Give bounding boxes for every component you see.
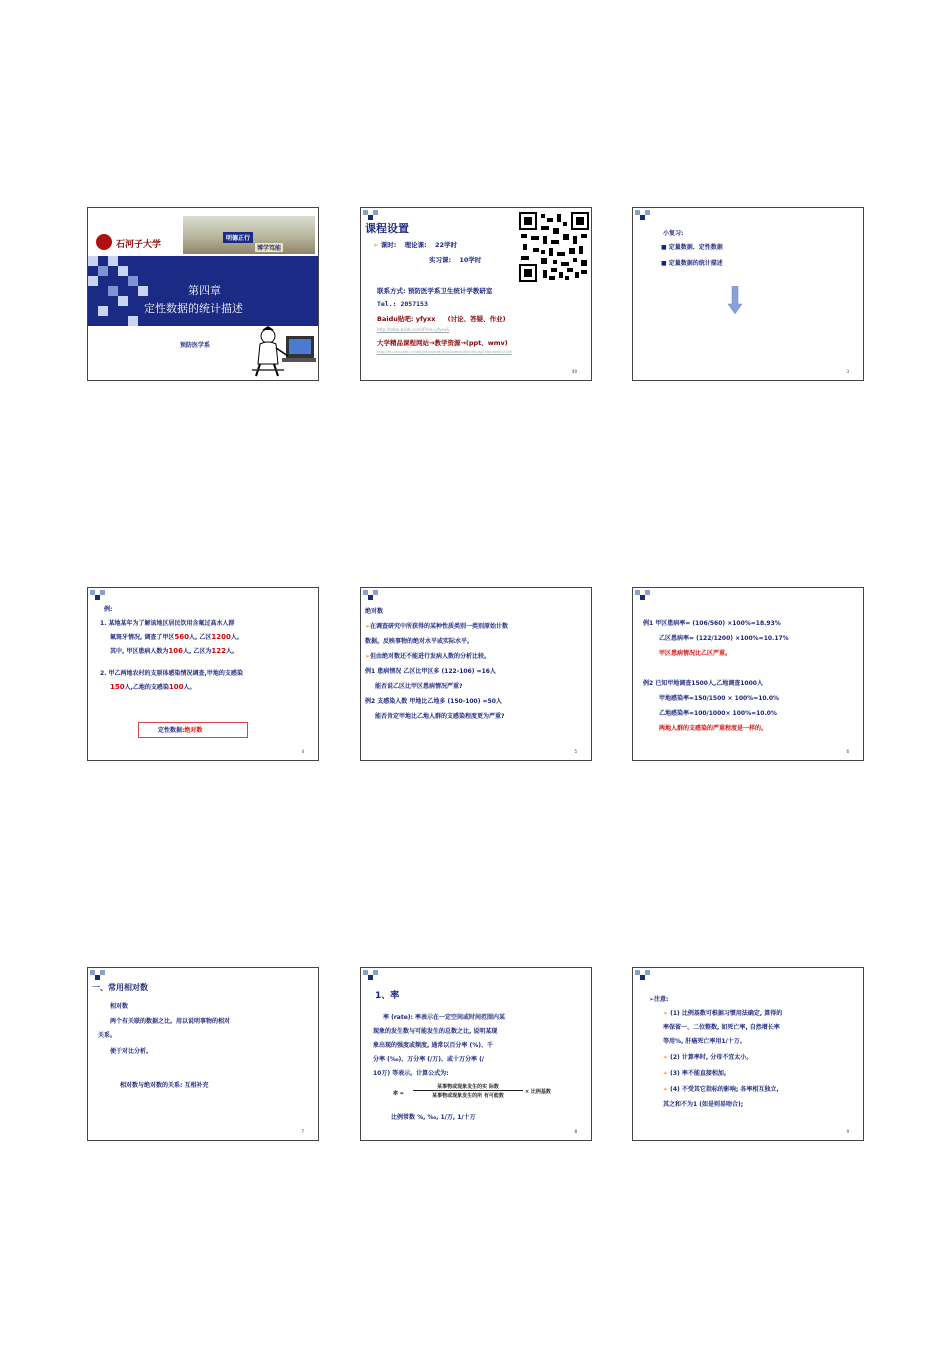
rate-line-4: 例2 已知甲地调查1500人,乙地调查1000人 <box>643 680 763 687</box>
review-item-2: ■ 定量数据的统计描述 <box>661 260 723 267</box>
bullet-arrow-icon: ➢ <box>663 1070 671 1077</box>
note-4-line-1: ➢ (4) 不受其它指标的影响; 各率相互独立, <box>663 1086 779 1093</box>
rate-def-5: 10万) 等表示。计算公式为: <box>373 1070 449 1077</box>
review-item-1: ■ 定量数据、定性数据 <box>661 244 723 251</box>
rate-line-2: 乙区患病率= (122/1200) ×100%=10.17% <box>659 635 789 642</box>
rate-def-1: 率 (rate): 率表示在一定空间或时间范围内某 <box>383 1014 506 1021</box>
count-jia-infected: 150 <box>110 683 125 691</box>
decor-square <box>98 266 108 276</box>
corner-decoration <box>90 590 112 602</box>
slide-1-title <box>87 207 319 381</box>
slide-number: 7 <box>301 1129 304 1134</box>
slide-9-notes <box>632 967 864 1141</box>
motto-tag-2: 博学笃能 <box>257 245 282 252</box>
rate-conclusion-1: 甲区患病情况比乙区严重。 <box>659 650 732 657</box>
decor-square <box>138 286 148 296</box>
rate-def-3: 象出现的强度或频度, 通常以百分率 (%)、千 <box>373 1042 493 1049</box>
student-at-computer-illustration <box>248 326 318 378</box>
bullet-arrow-icon: ➢ <box>663 1010 671 1017</box>
rate-line-1: 例1 甲区患病率= (106/560) ×100%=18.93% <box>643 620 781 627</box>
department-name: 预防医学系 <box>180 342 211 349</box>
slide-4-example <box>87 587 319 761</box>
hours-row-1 <box>373 240 457 249</box>
note-2: ➢ (2) 计算率时, 分母不宜太小。 <box>663 1054 753 1061</box>
course-link[interactable]: http://esl.shzu.edu.cn/aol/jpk/course/layout/default/index.jsp?courseId=2156 <box>377 350 512 354</box>
baidu-label: Baidu贴吧: yfyxx <box>377 315 436 323</box>
count-yi-infected: 100 <box>168 683 184 691</box>
limitation-line: ➢但由绝对数还不能进行发病人数的分析比较。 <box>365 653 491 660</box>
example-2-calc: 例2 支感染人数 甲地比乙地多 (150-100) =50人 <box>365 698 502 705</box>
example-label: 例: <box>104 606 113 613</box>
definition-line-2: 数据。反映事物的绝对水平或实际水平。 <box>365 638 474 645</box>
count-yi-surveyed: 1200 <box>211 633 231 641</box>
practice-hours: 10学时 <box>459 256 482 264</box>
formula-rhs: × 比例基数 <box>525 1089 551 1095</box>
slide-number: 3 <box>846 369 849 374</box>
slide-number: 40 <box>571 369 577 374</box>
corner-decoration <box>363 590 385 602</box>
chapter-title: 定性数据的统计描述 <box>144 302 243 315</box>
definition-line-3: 便于对比分析。 <box>110 1048 153 1055</box>
example-2-question: 能否肯定甲地比乙地人群的支感染程度更为严重? <box>375 713 505 720</box>
example-1-line-1: 1. 某地某年为了解该地区居民饮用含氟过高水人群 <box>100 620 235 627</box>
rate-def-4: 分率 (‰)、万分率 (/万)、或十万分率 (/ <box>373 1056 485 1063</box>
decor-square <box>128 276 138 286</box>
qualitative-data-label: 定性数据:绝对数 <box>158 727 203 734</box>
motto-tag-1: 明德正行 <box>223 232 253 243</box>
hours-row-2 <box>429 255 481 264</box>
rate-conclusion-2: 两地人群的支感染的严重程度是一样的。 <box>659 725 768 732</box>
example-1-line-3: 其中, 甲区患病人数为106人, 乙区为122人。 <box>110 647 239 655</box>
example-1-calc: 例1 患病情况 乙区比甲区多 (122-106) =16人 <box>365 668 496 675</box>
down-arrow-icon <box>728 286 742 314</box>
corner-decoration <box>635 970 657 982</box>
formula-denominator: 某事物或现象发生的所 有可能数 <box>432 1093 504 1099</box>
note-1-line-3: 等用%, 肝癌死亡率用1/十万。 <box>663 1038 746 1045</box>
rate-line-6: 乙地感染率=100/1000× 100%=10.0% <box>659 710 777 717</box>
decor-square <box>118 266 128 276</box>
baidu-tieba-row <box>377 314 506 323</box>
definition-line-1: 两个有关联的数据之比。用以说明事物的相对 <box>110 1018 231 1025</box>
absolute-number-heading: 绝对数 <box>365 608 384 615</box>
slide-2-course-setup <box>360 207 592 381</box>
square-bullet-icon: ■ <box>661 244 669 251</box>
slide-3-review <box>632 207 864 381</box>
corner-decoration <box>90 970 112 982</box>
slide-6-rate-calculation <box>632 587 864 761</box>
slide-number: 4 <box>301 749 304 754</box>
rate-line-5: 甲地感染率=150/1500 × 100%=10.0% <box>659 695 780 702</box>
count-jia-surveyed: 560 <box>174 633 189 641</box>
example-1-question: 能否说乙区比甲区患病情况严重? <box>375 683 463 690</box>
slide-5-absolute-number <box>360 587 592 761</box>
decor-square <box>108 256 118 266</box>
note-1-line-2: 率保留一、二位整数, 如死亡率, 自然增长率 <box>663 1024 780 1031</box>
note-3: ➢ (3) 率不能直接相加。 <box>663 1070 730 1077</box>
bullet-arrow-icon: ➢ <box>365 653 371 660</box>
relationship-line: 相对数与绝对数的关系: 互相补充 <box>120 1082 209 1089</box>
formula-fraction-bar <box>413 1090 523 1091</box>
example-1-line-2: 氟斑牙情况, 调查了甲区560人, 乙区1200人。 <box>110 633 243 641</box>
telephone: Tel.: 2057153 <box>377 300 428 308</box>
bullet-arrow-icon: ➢ <box>365 623 371 630</box>
slide-number: 9 <box>846 1129 849 1134</box>
slide-7-relative-numbers <box>87 967 319 1141</box>
note-heading: ➢注意: <box>649 996 669 1003</box>
contact-info: 联系方式: 预防医学系卫生统计学教研室 <box>377 287 493 295</box>
bullet-arrow-icon: ➢ <box>373 241 379 249</box>
decor-square <box>98 306 108 316</box>
bullet-arrow-icon: ➢ <box>663 1086 671 1093</box>
baidu-link[interactable]: http://tieba.baidu.com/f?kw=yfyxx& <box>377 327 450 332</box>
count-yi-cases: 122 <box>211 647 226 655</box>
corner-decoration <box>635 210 657 222</box>
formula-lhs: 率 = <box>393 1091 404 1097</box>
theory-hours: 22学时 <box>434 241 458 249</box>
bullet-arrow-icon: ➢ <box>663 1054 671 1061</box>
slide-8-rate-definition <box>360 967 592 1141</box>
count-jia-cases: 106 <box>168 647 183 655</box>
decor-square <box>128 316 138 326</box>
campus-photo <box>183 216 315 254</box>
section-heading: 一、常用相对数 <box>92 983 148 992</box>
theory-label: 理论课: <box>404 241 427 249</box>
rate-def-2: 现象的发生数与可能发生的总数之比, 说明某现 <box>373 1028 498 1035</box>
slide-number: 8 <box>574 1129 577 1134</box>
relative-number-term: 相对数 <box>110 1003 129 1010</box>
university-seal-icon <box>96 234 112 250</box>
note-4-line-2: 其之和不为1 (如是则易吻合); <box>663 1101 744 1108</box>
proportion-base: 比例常数 %, ‰, 1/万, 1/十万 <box>391 1114 476 1121</box>
course-website: 大学精品课程网站→教学资源→(ppt、wmv) <box>377 339 508 347</box>
slide-number: 6 <box>846 749 849 754</box>
qr-code <box>519 212 589 282</box>
definition-line-2: 关系。 <box>98 1032 117 1039</box>
note-1-line-1: ➢ (1) 比例基数可根据习惯用法确定, 算得的 <box>663 1010 783 1017</box>
decor-square <box>118 296 128 306</box>
definition-line-1: ➢在调查研究中所获得的某种性质类别一类别原始计数 <box>365 623 509 630</box>
corner-decoration <box>363 970 385 982</box>
corner-decoration <box>635 590 657 602</box>
course-heading: 课程设置 <box>365 222 409 235</box>
example-2-line-1: 2. 甲乙两地农村的支原体感染情况调查,甲地的支感染 <box>100 670 243 677</box>
baidu-note: (讨论、答疑、作业) <box>447 315 506 323</box>
practice-label: 实习课: <box>429 256 452 264</box>
slide-number: 5 <box>574 749 577 754</box>
rate-heading: 1、率 <box>375 991 400 1001</box>
decor-square <box>108 286 118 296</box>
bullet-arrow-icon: ➢ <box>649 996 655 1003</box>
chapter-number: 第四章 <box>188 284 221 297</box>
hours-label: 课时: <box>380 241 397 249</box>
decor-square <box>88 276 98 286</box>
review-heading: 小复习: <box>663 230 684 237</box>
example-2-line-2: 150人,乙地的支感染100人。 <box>110 683 196 691</box>
formula-numerator: 某事物或现象发生的实 际数 <box>437 1084 499 1090</box>
decor-square <box>88 256 98 266</box>
university-name: 石河子大学 <box>116 240 162 250</box>
square-bullet-icon: ■ <box>661 260 669 267</box>
